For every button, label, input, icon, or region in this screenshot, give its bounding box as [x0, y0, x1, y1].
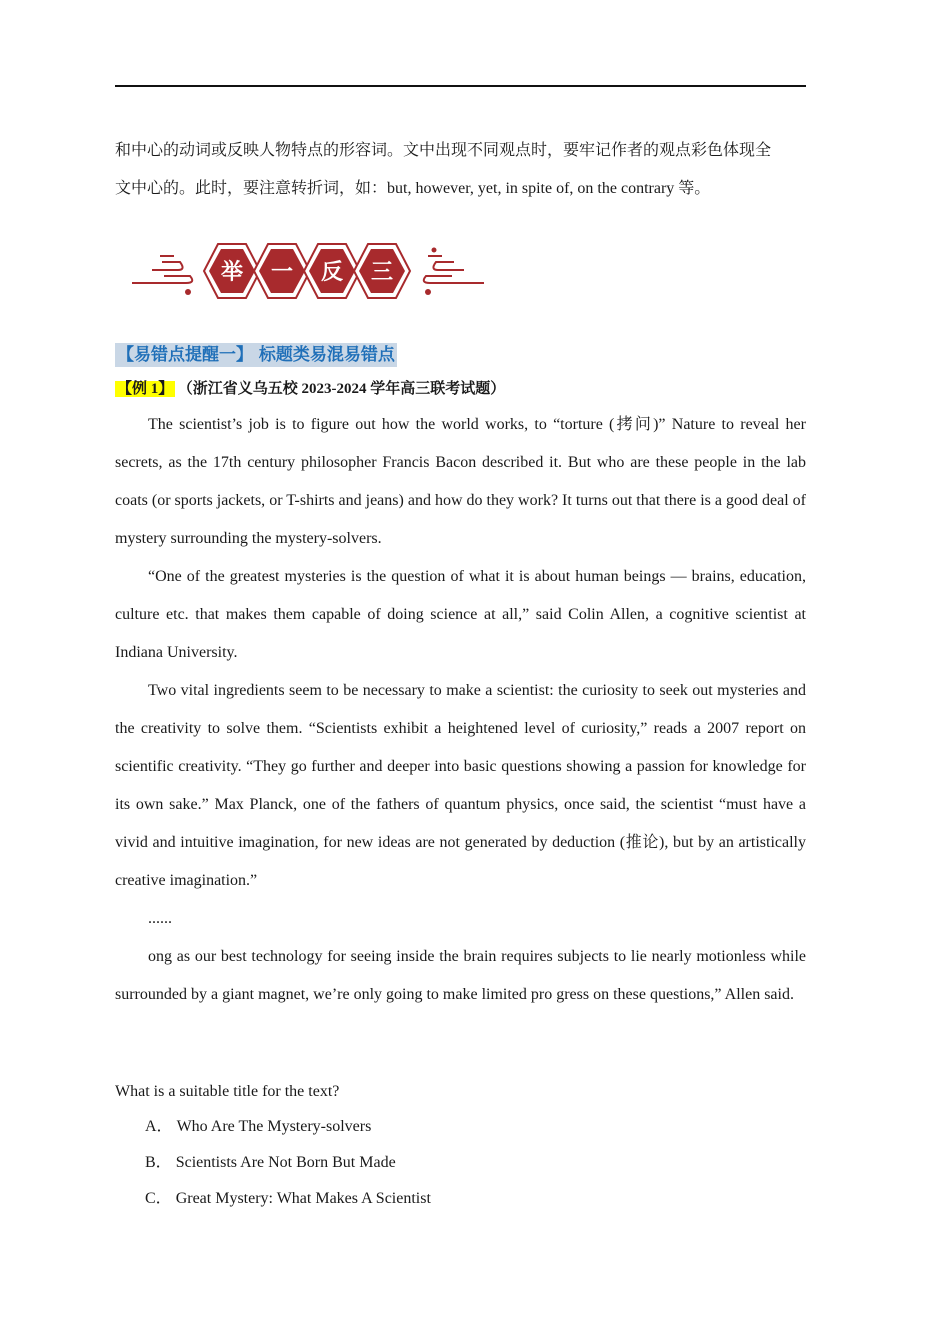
example-header	[115, 378, 505, 400]
header-rule	[115, 85, 806, 87]
option-a[interactable]	[145, 1115, 431, 1151]
passage-paragraph: The scientist’s job is to figure out how the world works, to “torture (拷问)” Nature to reveal her secrets, as the 17th century philosopher Francis Bacon described it. But who are these people in the lab coats (or sports jackets, or T-shirts and jeans) and how do they work? It turns out that there is a good deal of mystery surrounding the mystery-solvers.	[115, 416, 806, 547]
banner-char-4: 三	[370, 260, 394, 285]
example-tag: 【例 1】	[117, 381, 174, 397]
banner-ju-yi-fan-san	[130, 238, 486, 304]
option-c[interactable]	[145, 1187, 431, 1223]
banner-char-2: 一	[270, 260, 294, 285]
banner-graphic	[130, 238, 486, 304]
passage-paragraph: ong as our best technology for seeing inside the brain requires subjects to lie nearly motionless while surrounded by a giant magnet, we’re only going to make limited pro gress on these questions,” Allen said.	[115, 948, 806, 1003]
intro-text	[115, 132, 806, 208]
passage-paragraph: “One of the greatest mysteries is the question of what it is about human beings — brains, education, culture etc. that makes them capable of doing science at all,” said Colin Allen, a cognitive scientist at Indiana University.	[115, 568, 806, 661]
option-text: Who Are The Mystery-solvers	[176, 1118, 372, 1135]
passage-paragraph: Two vital ingredients seem to be necessary to make a scientist: the curiosity to seek out mysteries and the creativity to solve them. “Scientists exhibit a heightened level of curiosity,” reads a 2007 report on scientific creativity. “They go further and deeper into basic questions showing a passion for knowledge for its own sake.” Max Planck, one of the fathers of quantum physics, once said, the scientist “must have a vivid and intuitive imagination, for new ideas are not generated by deduction (推论), but by an artistically creative imagination.”	[115, 682, 806, 889]
intro-line-2: 文中心的。此时，要注意转折词，如：but, however, yet, in spite of, on the contrary 等。	[115, 180, 711, 197]
right-dot-ornament	[425, 289, 431, 295]
section-heading: 【易错点提醒一】 标题类易混易错点	[117, 345, 395, 365]
option-letter: B．	[145, 1154, 172, 1171]
banner-char-3: 反	[320, 260, 344, 285]
question-stem: What is a suitable title for the text?	[115, 1083, 340, 1100]
option-letter: A．	[145, 1118, 173, 1135]
reading-passage	[115, 406, 806, 1014]
option-text: Scientists Are Not Born But Made	[175, 1154, 396, 1171]
intro-line-1: 和中心的动词或反映人物特点的形容词。文中出现不同观点时，要牢记作者的观点彩色体现全	[115, 142, 772, 159]
banner-char-1: 举	[220, 260, 244, 285]
option-b[interactable]	[145, 1151, 431, 1187]
option-text: Great Mystery: What Makes A Scientist	[175, 1190, 431, 1207]
right-small-dot	[432, 248, 437, 253]
passage-ellipsis: ......	[148, 910, 172, 927]
option-letter: C．	[145, 1190, 172, 1207]
example-source: （浙江省义乌五校 2023-2024 学年高三联考试题）	[185, 381, 506, 397]
right-cloud-ornament	[424, 256, 484, 283]
answer-options	[145, 1115, 431, 1223]
left-dot-ornament	[185, 289, 191, 295]
left-cloud-ornament	[132, 256, 192, 283]
